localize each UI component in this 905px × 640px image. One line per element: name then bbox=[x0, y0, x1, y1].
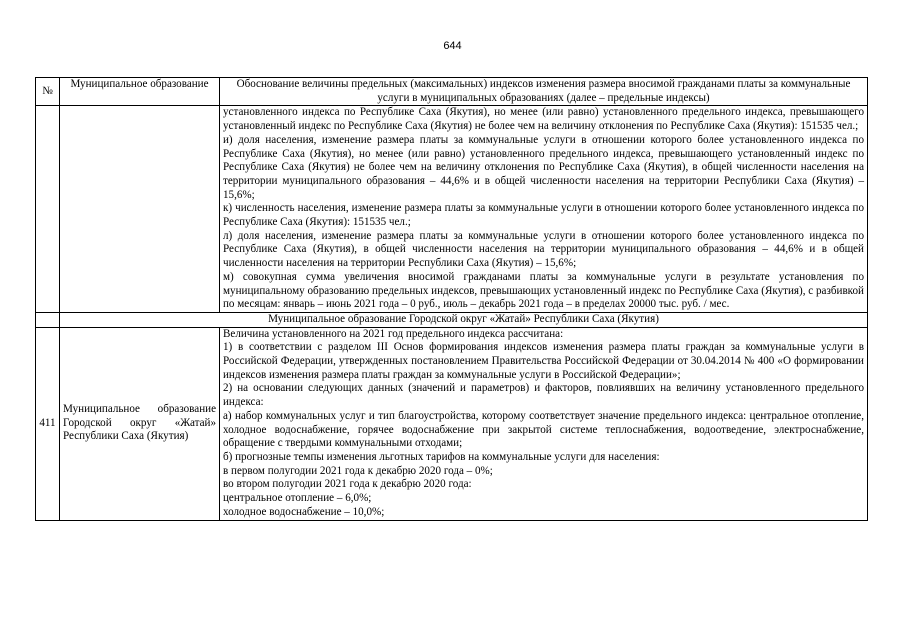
paragraph: 1) в соответствии с разделом III Основ формирования индексов изменения размера платы граждан за коммунальные услуги в Российской Федерации, утвержденных постановлением Правительства Российской Федерации от 30.04.2014 № 400 «О формировании индексов изменения размера платы граждан за коммунальные услуги в Российской Федерации»; bbox=[223, 341, 864, 381]
table-row bbox=[36, 106, 868, 313]
paragraph: и) доля населения, изменение размера платы за коммунальные услуги в отношении которого более установленного индекса по Республике Саха (Якутия), но менее (или равно) установленного предельного индекса, превышающего установленный индекс по Республике Саха (Якутия) не более чем на величину отклонения по Республике Саха (Якутия), в общей численности населения на территории муниципального образования – 44,6% и в общей численности населения на территории Республики Саха (Якутия) – 15,6%; bbox=[223, 133, 864, 201]
paragraph: а) набор коммунальных услуг и тип благоустройства, которому соответствует значение предельного индекса: центральное отопление, холодное водоснабжение, горячее водоснабжение при закрытой системе теплоснабжения, водоотведение, электроснабжение, обращение с твердыми коммунальными отходами; bbox=[223, 409, 864, 450]
continued-justification-cell bbox=[220, 106, 868, 313]
header-municipality: Муниципальное образование bbox=[60, 78, 220, 106]
header-number: № bbox=[36, 78, 60, 106]
entry-number: 411 bbox=[36, 327, 60, 520]
header-justification: Обоснование величины предельных (максимальных) индексов изменения размера вносимой гражданами платы за коммунальные услуги в муниципальных образованиях (далее – предельные индексы) bbox=[220, 78, 868, 106]
paragraph: холодное водоснабжение – 10,0%; bbox=[223, 505, 385, 518]
entry-municipality: Муниципальное образование Городской округ «Жатай» Республики Саха (Якутия) bbox=[60, 327, 220, 520]
paragraph: 2) на основании следующих данных (значений и параметров) и факторов, повлиявших на величину установленного предельного индекса: bbox=[223, 382, 864, 409]
paragraph: к) численность населения, изменение размера платы за коммунальные услуги в отношении которого более установленного индекса по Республике Саха (Якутия): 151535 чел.; bbox=[223, 202, 864, 229]
paragraph: м) совокупная сумма увеличения вносимой гражданами платы за коммунальные услуги в результате установления по муниципальному образованию предельных индексов, превышающих установленный индекс по Республике Саха (Якутия), с разбивкой по месяцам: январь – июнь 2021 года – 0 руб., июль – декабрь 2021 года – в пределах 20000 тыс. руб. / мес. bbox=[223, 270, 864, 311]
section-title-number-cell bbox=[36, 312, 60, 327]
table-row bbox=[36, 327, 868, 520]
paragraph: л) доля населения, изменение размера платы за коммунальные услуги в отношении которого более установленного индекса по Республике Саха (Якутия), в общей численности населения на территории муниципального образования – 44,6% и в общей численности населения на территории Республики Саха (Якутия) – 15,6%; bbox=[223, 229, 864, 270]
indices-table bbox=[35, 77, 868, 521]
section-title-row bbox=[36, 312, 868, 327]
table-header-row bbox=[36, 78, 868, 106]
continued-number-cell bbox=[36, 106, 60, 313]
continued-municipality-cell bbox=[60, 106, 220, 313]
entry-justification-cell bbox=[220, 327, 868, 520]
paragraph: центральное отопление – 6,0%; bbox=[223, 492, 372, 505]
paragraph: б) прогнозные темпы изменения льготных тарифов на коммунальные услуги для населения: bbox=[223, 450, 660, 463]
page-number: 644 bbox=[443, 40, 462, 52]
paragraph: установленного индекса по Республике Саха (Якутия), но менее (или равно) установленного предельного индекса, превышающего установленный индекс по Республике Саха (Якутия) не более чем на величину отклонения по Республике Саха (Якутия): 151535 чел.; bbox=[223, 106, 864, 133]
paragraph: в первом полугодии 2021 года к декабрю 2020 года – 0%; bbox=[223, 464, 493, 477]
paragraph: во втором полугодии 2021 года к декабрю 2020 года: bbox=[223, 478, 472, 491]
section-title: Муниципальное образование Городской округ «Жатай» Республики Саха (Якутия) bbox=[60, 312, 868, 327]
paragraph: Величина установленного на 2021 год предельного индекса рассчитана: bbox=[223, 327, 564, 340]
